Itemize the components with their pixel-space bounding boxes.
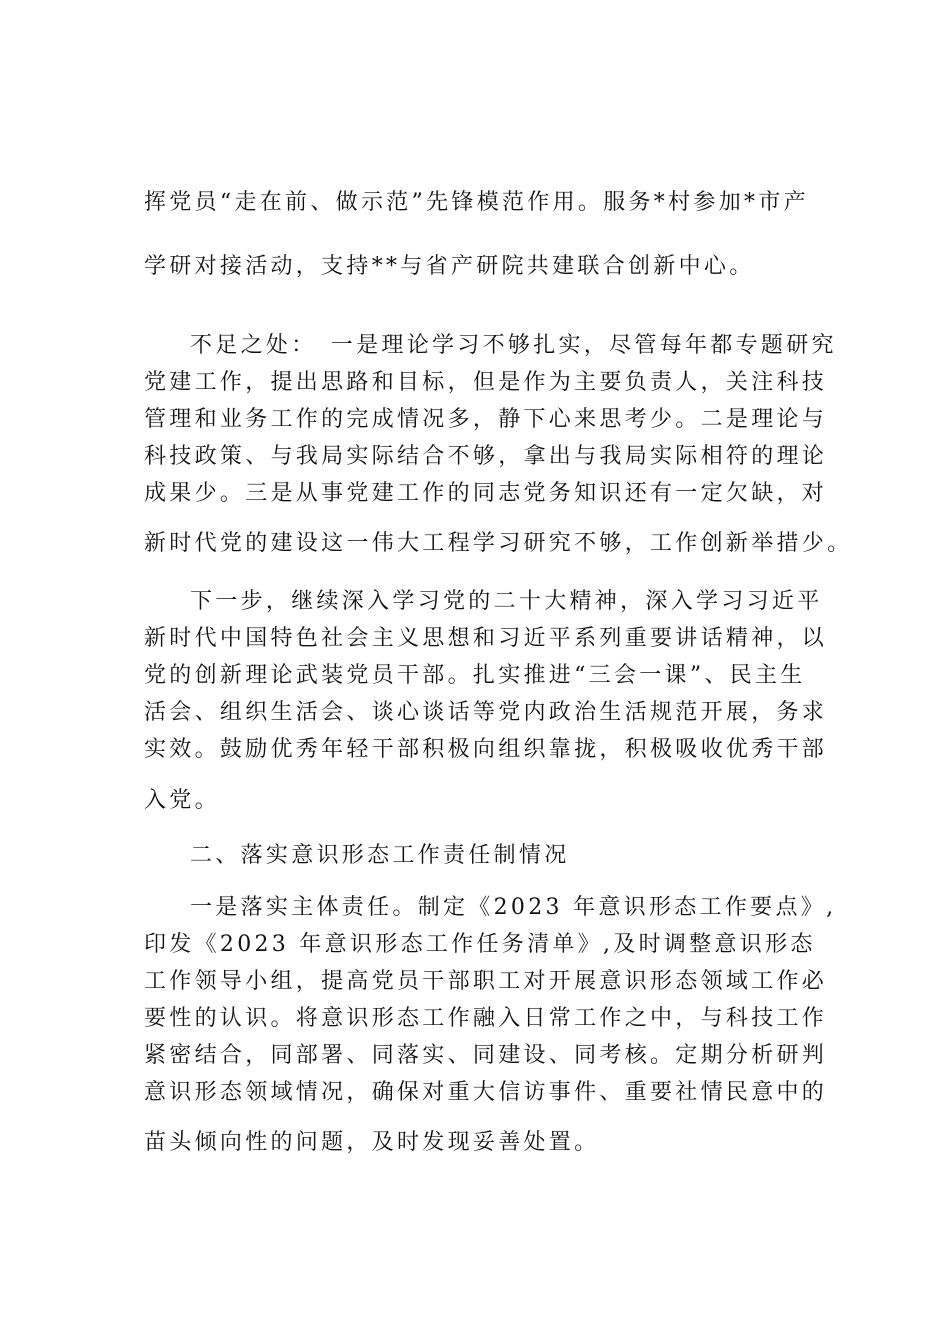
paragraph-line: 意识形态领域情况，确保对重大信访事件、重要社情民意中的 [144, 1080, 828, 1105]
paragraph-line: 实效。鼓励优秀年轻干部积极向组织靠拢，积极吸收优秀干部 [144, 737, 828, 762]
paragraph-line: 科技政策、与我局实际结合不够，拿出与我局实际相符的理论 [144, 444, 828, 469]
paragraph-line: 新时代党的建设这一伟大工程学习研究不够，工作创新举措少。 [144, 531, 853, 556]
paragraph-line: 挥党员“走在前、做示范”先锋模范作用。服务*村参加*市产 [144, 190, 809, 215]
paragraph-line: 学研对接活动，支持**与省产研院共建联合创新中心。 [144, 254, 755, 279]
section-heading: 二、落实意识形态工作责任制情况 [190, 843, 570, 868]
paragraph-line: 紧密结合，同部署、同落实、同建设、同考核。定期分析研判 [144, 1043, 828, 1068]
paragraph-line: 成果少。三是从事党建工作的同志党务知识还有一定欠缺，对 [144, 481, 828, 506]
paragraph-line: 管理和业务工作的完成情况多，静下心来思考少。二是理论与 [144, 407, 828, 432]
paragraph-line: 新时代中国特色社会主义思想和习近平系列重要讲话精神，以 [144, 626, 828, 651]
paragraph-line: 入党。 [144, 788, 220, 813]
paragraph-line: 苗头倾向性的问题，及时发现妥善处置。 [144, 1130, 600, 1155]
paragraph-line: 要性的认识。将意识形态工作融入日常工作之中，与科技工作 [144, 1006, 828, 1031]
paragraph-line: 党建工作，提出思路和目标，但是作为主要负责人，关注科技 [144, 370, 828, 395]
paragraph-line: 工作领导小组，提高党员干部职工对开展意识形态领域工作必 [144, 969, 828, 994]
paragraph-line: 活会、组织生活会、谈心谈话等党内政治生活规范开展，务求 [144, 700, 828, 725]
paragraph-line: 印发《2023 年意识形态工作任务清单》,及时调整意识形态 [144, 932, 816, 957]
paragraph-line: 一是落实主体责任。制定《2023 年意识形态工作要点》, [190, 895, 837, 920]
paragraph-line: 不足之处： 一是理论学习不够扎实，尽管每年都专题研究 [190, 333, 837, 358]
paragraph-line: 党的创新理论武装党员干部。扎实推进“三会一课”、民主生 [144, 663, 806, 688]
paragraph-line: 下一步，继续深入学习党的二十大精神，深入学习习近平 [190, 589, 823, 614]
